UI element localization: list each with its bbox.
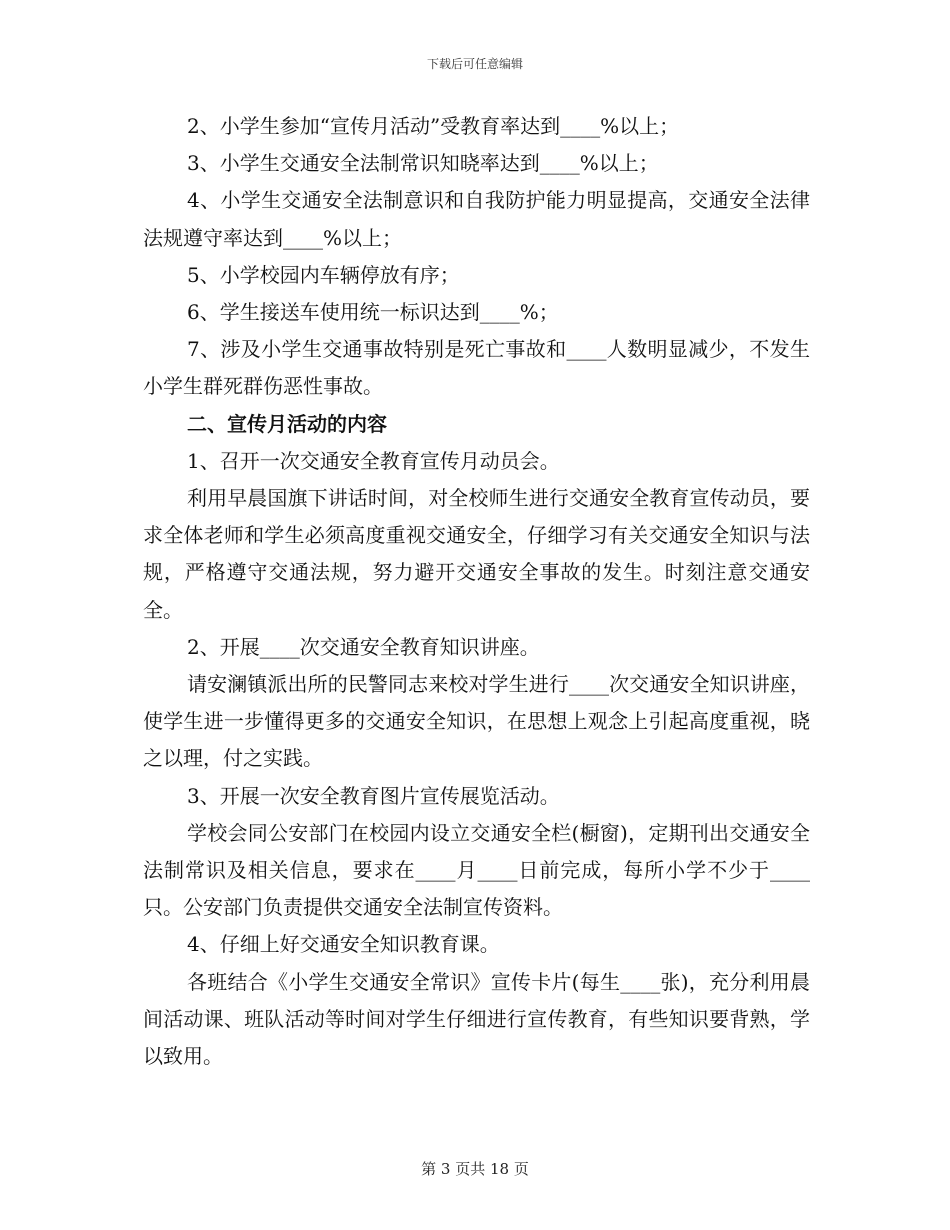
section-heading: 二、宣传月活动的内容 (187, 411, 387, 436)
paragraph-goal-2: 2、小学生参加“宣传月活动”受教育率达到____%以上； (187, 114, 680, 138)
paragraph-goal-5: 5、小学校园内车辆停放有序； (187, 262, 460, 287)
item-heading-2: 2、开展____次交通安全教育知识讲座。 (187, 634, 540, 659)
document-body (143, 108, 810, 1075)
item-heading-3: 3、开展一次安全教育图片宣传展览活动。 (187, 783, 560, 808)
paragraph-goal-7: 7、涉及小学生交通事故特别是死亡事故和____人数明显减少，不发生小学生群死群伤恶性事故。 (143, 337, 810, 399)
page-footer: 第 3 页共 18 页 (421, 1160, 529, 1178)
paragraph-goal-4: 4、小学生交通安全法制意识和自我防护能力明显提高，交通安全法律法规遵守率达到____%以上； (143, 188, 810, 250)
item-body-4: 各班结合《小学生交通安全常识》宣传卡片(每生____张)，充分利用晨间活动课、班队活动等时间对学生仔细进行宣传教育，有些知识要背熟，学以致用。 (143, 969, 810, 1069)
item-body-1: 利用早晨国旗下讲话时间，对全校师生进行交通安全教育宣传动员，要求全体老师和学生必须高度重视交通安全，仔细学习有关交通安全知识与法规，严格遵守交通法规，努力避开交通安全事故的发生。时刻注意交通安全。 (143, 486, 810, 622)
paragraph-goal-3: 3、小学生交通安全法制常识知晓率达到____%以上； (187, 151, 659, 176)
page-header: 下载后可任意编辑 (426, 57, 523, 71)
item-heading-1: 1、召开一次交通安全教育宣传月动员会。 (187, 448, 560, 473)
item-body-3: 学校会同公安部门在校园内设立交通安全栏(橱窗)，定期刊出交通安全法制常识及相关信息，要求在____月____日前完成，每所小学不少于____只。公安部门负责提供交通安全法制宣传资料。 (143, 820, 810, 920)
item-body-2: 请安澜镇派出所的民警同志来校对学生进行____次交通安全知识讲座，使学生进一步懂得更多的交通安全知识，在思想上观念上引起高度重视，晓之以理，付之实践。 (143, 672, 810, 771)
paragraph-goal-6: 6、学生接送车使用统一标识达到____%； (187, 300, 559, 325)
item-heading-4: 4、仔细上好交通安全知识教育课。 (187, 932, 500, 957)
